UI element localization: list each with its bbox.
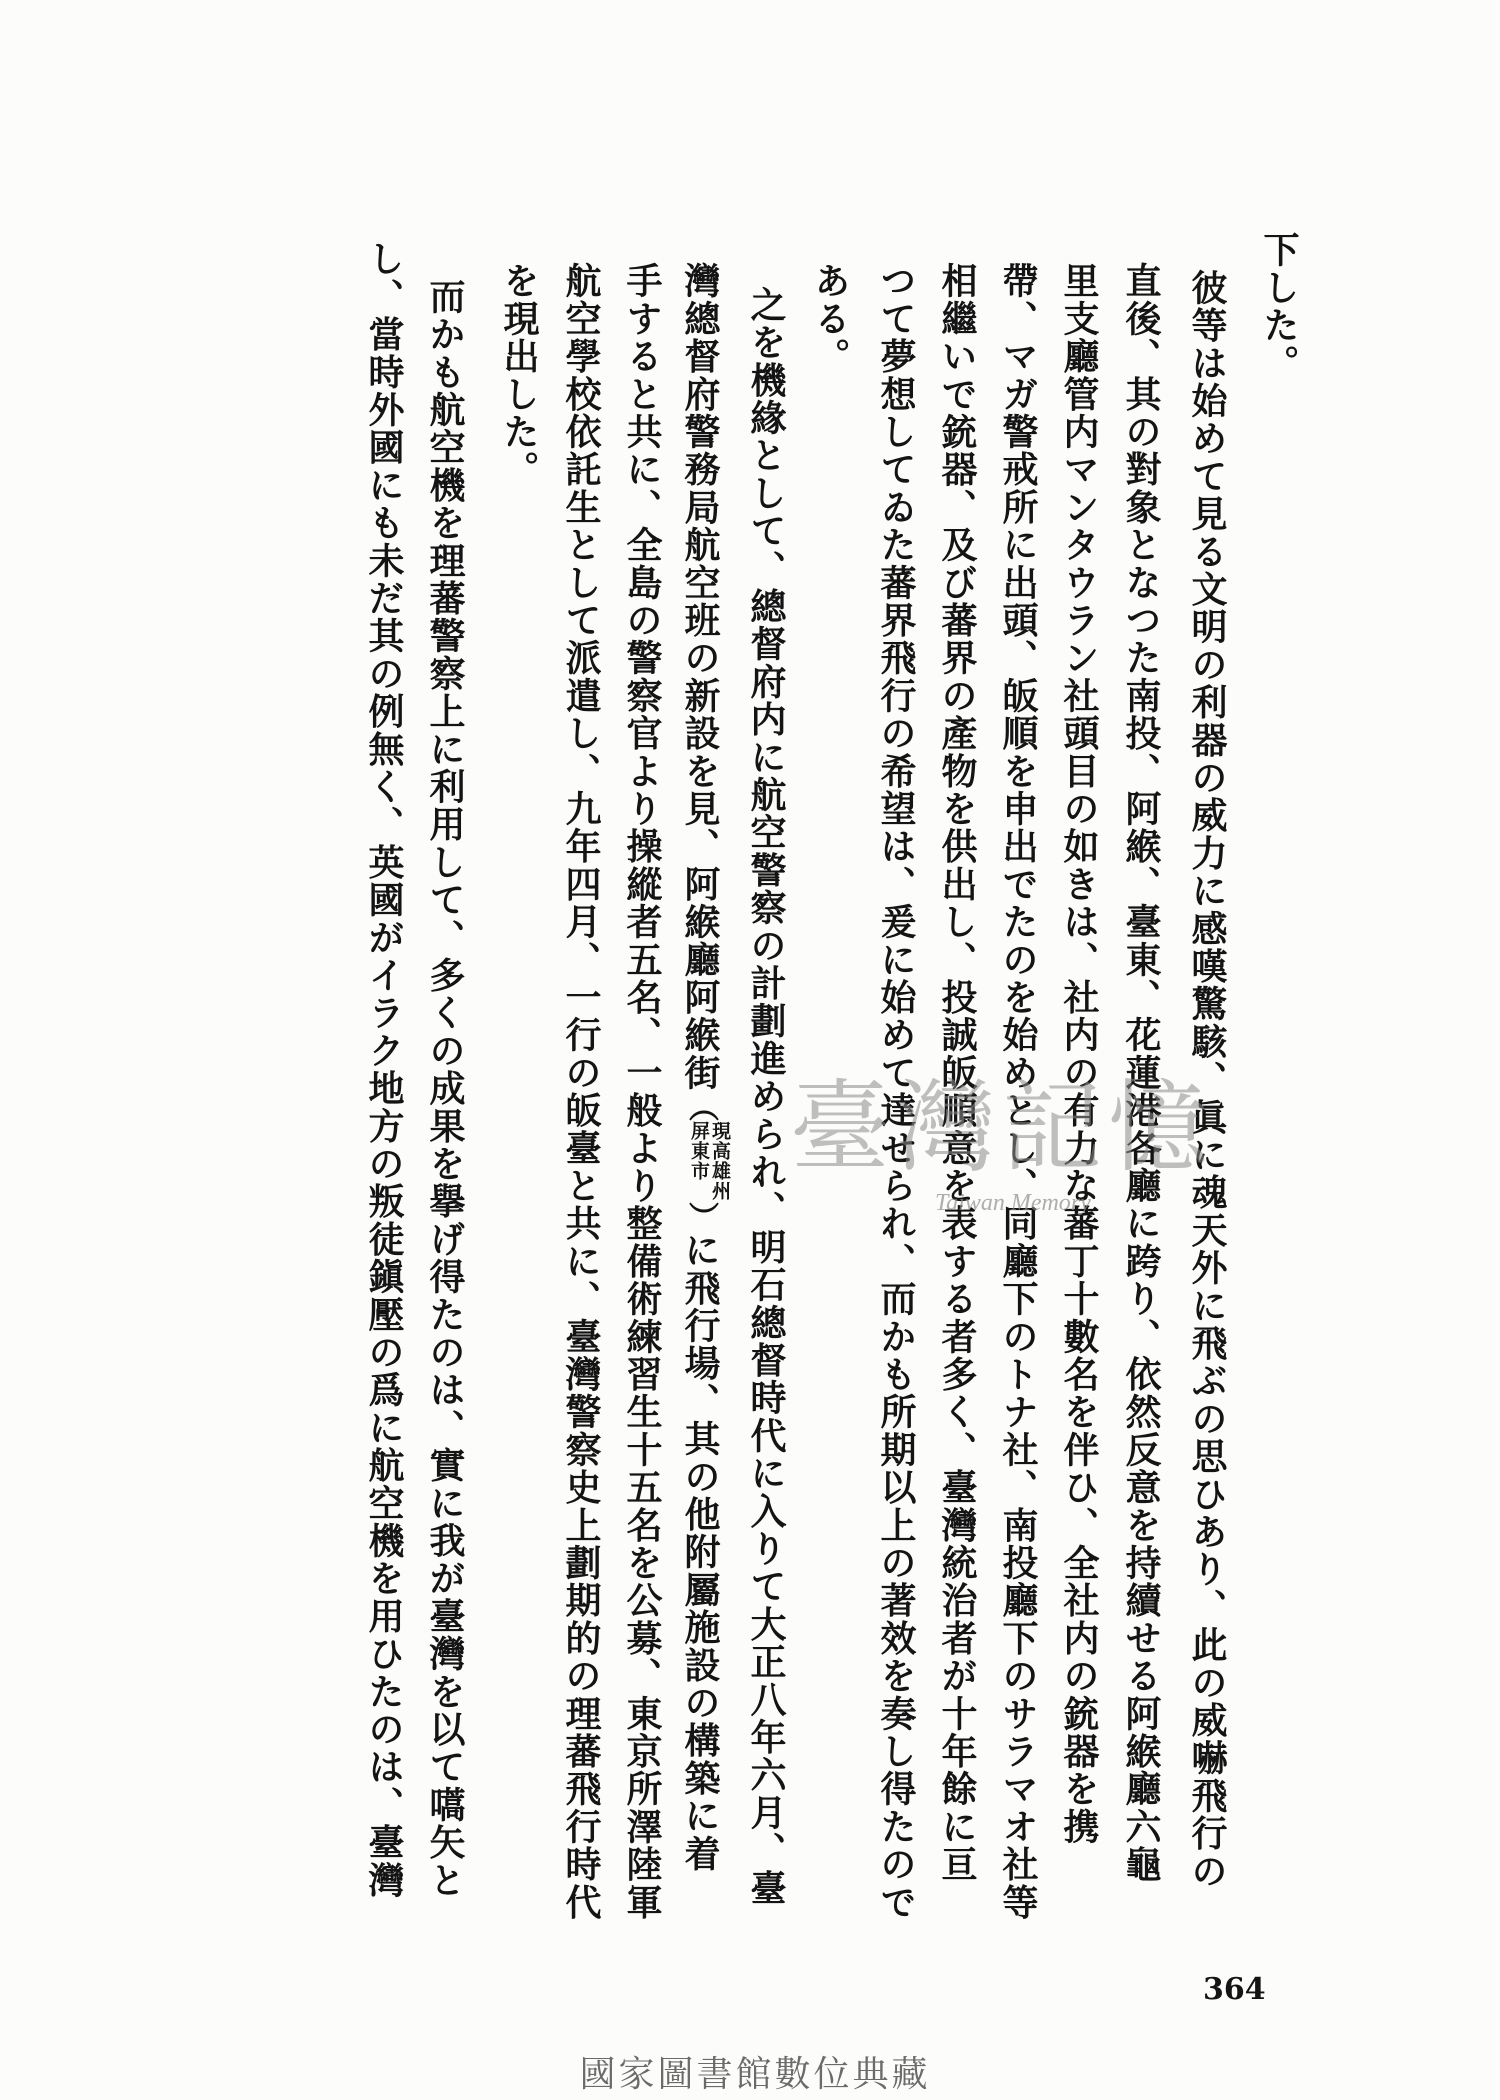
text-column-3: 直後、其の對象となつた南投、阿緱、臺東、花蓮港各廳に跨り、依然反意を持續せる阿緱廳六龜 <box>1120 262 1162 1884</box>
inline-note-line-1: 現高雄州 <box>709 1121 731 1202</box>
text-column-14: 而かも航空機を理蕃警察上に利用して、多くの成果を擧げ得たのは、實に我が臺灣を以て嚆矢と <box>424 240 466 1899</box>
watermark-logo: 臺灣記憶 <box>790 1069 1214 1186</box>
column-10-text-before: 灣總督府警務局航空班の新設を見、阿緱廳阿緱街 <box>679 262 721 1092</box>
text-column-11: 手すると共に、全島の警察官より操縱者五名、一般より整備術練習生十五名を公募、東京所澤陸軍 <box>621 262 663 1921</box>
text-column-15: し、當時外國にも未だ其の例無く、英國がイラク地方の叛徒鎭壓の爲に航空機を用ひたのは、臺灣 <box>363 240 405 1899</box>
text-column-13: を現出した。 <box>498 262 540 489</box>
text-column-9: 之を機緣として、總督府内に航空警察の計劃進められ、明石總督時代に入りて大正八年六月、臺 <box>745 248 787 1907</box>
page-number: 364 <box>1203 1972 1266 2007</box>
text-column-8: ある。 <box>809 262 851 376</box>
text-column-1: 下した。 <box>1258 231 1300 382</box>
note-open-paren: （ <box>683 1091 718 1122</box>
inline-note <box>688 1121 730 1201</box>
watermark-subtitle: Taiwan Memory <box>935 1190 1091 1216</box>
inline-note-line-2: 屏東市 <box>688 1121 710 1182</box>
column-10-text-after: に飛行場、其の他附屬施設の構築に着 <box>679 1231 721 1873</box>
archive-footer: 國家圖書館數位典藏 <box>579 2054 931 2095</box>
text-column-10 <box>678 262 730 1982</box>
text-column-5: 帶、マガ警戒所に出頭、皈順を申出でたのを始めとし、同廳下のトナ社、南投廳下のサラマオ社等 <box>997 262 1039 1921</box>
text-column-6: 相繼いで銃器、及び蕃界の產物を供出し、投誠皈順意を表する者多く、臺灣統治者が十年餘に亘 <box>936 262 978 1884</box>
text-column-12: 航空學校依託生として派遣し、九年四月、一行の皈臺と共に、臺灣警察史上劃期的の理蕃飛行時代 <box>560 262 602 1921</box>
text-column-4: 里支廳管内マンタウラン社頭目の如きは、社内の有力な蕃丁十數名を伴ひ、全社内の銃器を携 <box>1058 262 1100 1846</box>
note-close-paren: ） <box>683 1201 718 1232</box>
text-column-2: 彼等は始めて見る文明の利器の威力に感嘆驚駭、眞に魂天外に飛ぶの思ひあり、此の威嚇飛行の <box>1186 231 1228 1890</box>
text-column-7: つて夢想してゐた蕃界飛行の希望は、爰に始めて達せられ、而かも所期以上の著效を奏し得たので <box>875 262 917 1921</box>
